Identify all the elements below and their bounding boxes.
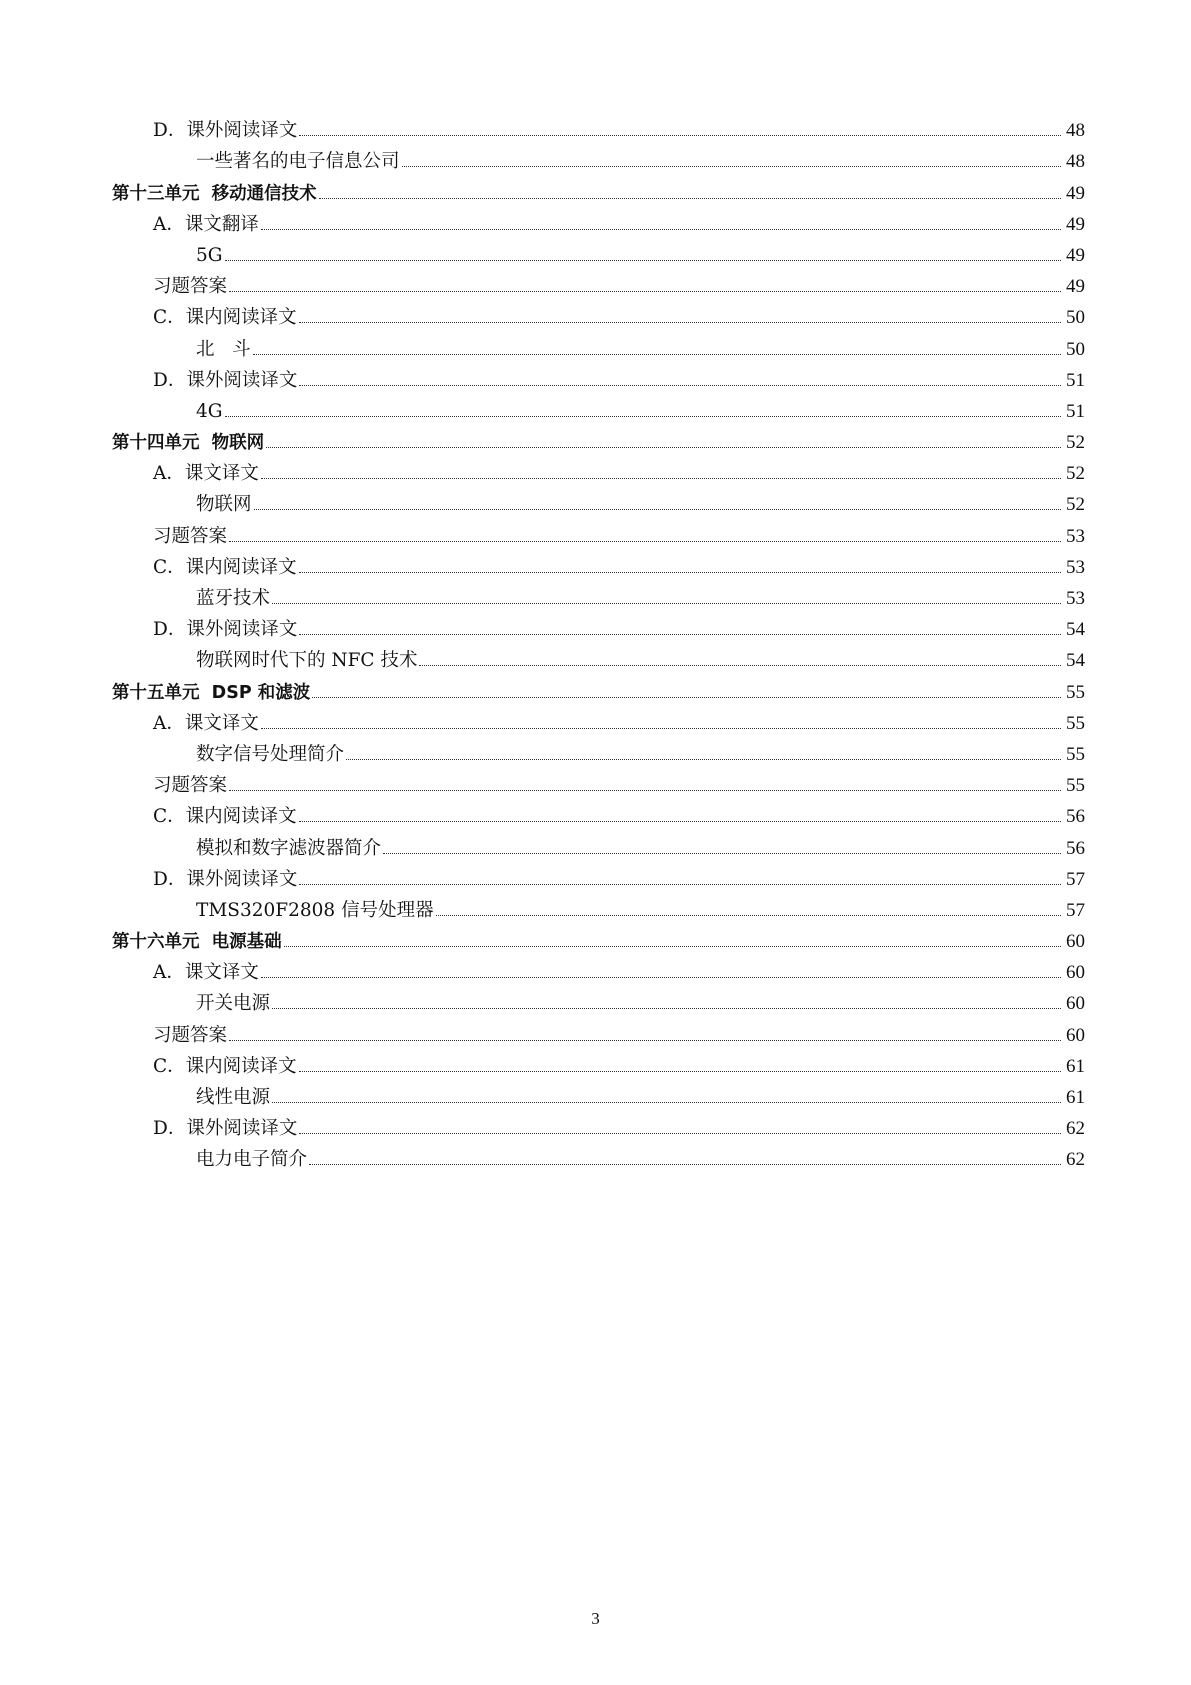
toc-section-entry[interactable] <box>0 267 1191 298</box>
toc-entry-title: 一些著名的电子信息公司 <box>196 151 400 173</box>
toc-entry-page-number: 49 <box>1066 213 1085 235</box>
dot-leader <box>312 697 1061 698</box>
toc-entry-page-number: 61 <box>1066 1087 1085 1108</box>
toc-section-entry[interactable] <box>0 361 1191 392</box>
toc-subsection-entry[interactable] <box>0 891 1191 922</box>
toc-section-entry[interactable] <box>0 766 1191 797</box>
dot-leader <box>402 166 1061 167</box>
dot-leader <box>272 1102 1061 1103</box>
toc-subsection-entry[interactable] <box>0 392 1191 423</box>
toc-section-entry[interactable] <box>0 1109 1191 1140</box>
toc-entry-title: D．课外阅读译文 <box>153 1118 298 1140</box>
dot-leader <box>299 322 1061 323</box>
toc-subsection-entry[interactable] <box>0 984 1191 1015</box>
toc-subsection-entry[interactable] <box>0 1078 1191 1109</box>
dot-leader <box>229 1040 1061 1041</box>
toc-unit-entry[interactable] <box>0 423 1191 454</box>
toc-unit-entry[interactable] <box>0 173 1191 204</box>
dot-leader <box>299 634 1061 635</box>
toc-section-entry[interactable] <box>0 1047 1191 1078</box>
toc-entry-page-number: 55 <box>1066 743 1085 765</box>
dot-leader <box>266 447 1061 448</box>
toc-entry-title: A．课文译文 <box>153 463 259 485</box>
toc-entry-page-number: 56 <box>1066 806 1085 828</box>
toc-entry-page-number: 53 <box>1066 525 1085 547</box>
dot-leader <box>299 135 1061 136</box>
table-of-contents <box>0 111 1191 1171</box>
toc-section-entry[interactable] <box>0 610 1191 641</box>
toc-entry-title: A．课文译文 <box>153 962 259 984</box>
toc-entry-title: D．课外阅读译文 <box>153 369 298 391</box>
toc-section-entry[interactable] <box>0 704 1191 735</box>
dot-leader <box>272 1008 1061 1009</box>
dot-leader <box>225 416 1061 417</box>
toc-section-entry[interactable] <box>0 516 1191 547</box>
toc-entry-page-number: 54 <box>1066 619 1085 641</box>
dot-leader <box>261 728 1061 729</box>
toc-entry-page-number: 60 <box>1066 1024 1085 1046</box>
toc-entry-title: 物联网时代下的 NFC 技术 <box>196 650 418 672</box>
toc-entry-title: A．课文翻译 <box>153 213 259 235</box>
toc-entry-page-number: 52 <box>1066 494 1085 516</box>
dot-leader <box>299 884 1061 885</box>
toc-entry-title: 第十五单元 DSP 和滤波 <box>112 682 311 703</box>
dot-leader <box>261 478 1061 479</box>
toc-unit-entry[interactable] <box>0 922 1191 953</box>
dot-leader <box>299 572 1061 573</box>
toc-entry-page-number: 52 <box>1066 432 1085 454</box>
toc-entry-title: C．课内阅读译文 <box>153 307 297 329</box>
toc-entry-page-number: 60 <box>1066 962 1085 984</box>
toc-entry-title: 第十四单元 物联网 <box>112 433 265 454</box>
dot-leader <box>299 385 1061 386</box>
toc-entry-title: 习题答案 <box>153 1024 228 1046</box>
toc-entry-page-number: 62 <box>1066 1118 1085 1140</box>
toc-entry-page-number: 53 <box>1066 556 1085 578</box>
toc-subsection-entry[interactable] <box>0 329 1191 360</box>
toc-entry-page-number: 56 <box>1066 837 1085 859</box>
toc-subsection-entry[interactable] <box>0 236 1191 267</box>
toc-section-entry[interactable] <box>0 860 1191 891</box>
dot-leader <box>261 229 1061 230</box>
toc-subsection-entry[interactable] <box>0 641 1191 672</box>
toc-section-entry[interactable] <box>0 111 1191 142</box>
toc-entry-title: 习题答案 <box>153 276 228 298</box>
toc-entry-title: C．课内阅读译文 <box>153 556 297 578</box>
toc-entry-page-number: 50 <box>1066 307 1085 329</box>
toc-entry-title: 物联网 <box>196 494 252 516</box>
toc-subsection-entry[interactable] <box>0 579 1191 610</box>
toc-section-entry[interactable] <box>0 548 1191 579</box>
toc-entry-title: 习题答案 <box>153 525 228 547</box>
toc-entry-page-number: 51 <box>1066 400 1085 422</box>
toc-entry-page-number: 60 <box>1066 993 1085 1015</box>
toc-entry-title: 第十三单元 移动通信技术 <box>112 183 317 204</box>
toc-entry-title: D．课外阅读译文 <box>153 120 298 142</box>
toc-entry-page-number: 51 <box>1066 369 1085 391</box>
toc-entry-page-number: 55 <box>1066 775 1085 797</box>
dot-leader <box>299 821 1061 822</box>
toc-subsection-entry[interactable] <box>0 485 1191 516</box>
toc-entry-page-number: 48 <box>1066 151 1085 173</box>
dot-leader <box>229 790 1061 791</box>
toc-entry-title: 5G <box>196 244 223 266</box>
page-number: 3 <box>591 1609 600 1628</box>
toc-entry-title: D．课外阅读译文 <box>153 868 298 890</box>
toc-entry-title: TMS320F2808 信号处理器 <box>196 899 434 921</box>
toc-section-entry[interactable] <box>0 1015 1191 1046</box>
dot-leader <box>272 603 1061 604</box>
toc-subsection-entry[interactable] <box>0 828 1191 859</box>
dot-leader <box>254 509 1061 510</box>
toc-entry-page-number: 50 <box>1066 338 1085 360</box>
toc-entry-title: 习题答案 <box>153 775 228 797</box>
toc-section-entry[interactable] <box>0 205 1191 236</box>
toc-entry-page-number: 49 <box>1066 244 1085 266</box>
toc-entry-title: 蓝牙技术 <box>196 588 271 609</box>
toc-entry-title: 第十六单元 电源基础 <box>112 932 282 953</box>
toc-entry-title: C．课内阅读译文 <box>153 1055 297 1077</box>
toc-subsection-entry[interactable] <box>0 1140 1191 1171</box>
toc-entry-title: 北 斗 <box>196 338 251 360</box>
toc-entry-page-number: 54 <box>1066 650 1085 672</box>
toc-entry-page-number: 49 <box>1066 276 1085 298</box>
dot-leader <box>436 915 1061 916</box>
dot-leader <box>319 198 1061 199</box>
dot-leader <box>225 260 1061 261</box>
toc-entry-page-number: 52 <box>1066 463 1085 485</box>
toc-subsection-entry[interactable] <box>0 735 1191 766</box>
dot-leader <box>284 946 1061 947</box>
toc-section-entry[interactable] <box>0 454 1191 485</box>
toc-entry-page-number: 60 <box>1066 931 1085 953</box>
toc-entry-page-number: 62 <box>1066 1149 1085 1171</box>
toc-unit-entry[interactable] <box>0 672 1191 703</box>
dot-leader <box>346 759 1061 760</box>
dot-leader <box>253 354 1061 355</box>
dot-leader <box>229 541 1061 542</box>
toc-entry-title: 4G <box>196 400 223 422</box>
toc-section-entry[interactable] <box>0 298 1191 329</box>
toc-entry-page-number: 49 <box>1066 182 1085 204</box>
toc-entry-title: 电力电子简介 <box>196 1149 308 1171</box>
toc-entry-page-number: 57 <box>1066 899 1085 921</box>
dot-leader <box>229 291 1061 292</box>
toc-entry-page-number: 55 <box>1066 681 1085 703</box>
dot-leader <box>309 1164 1061 1165</box>
dot-leader <box>419 665 1061 666</box>
toc-subsection-entry[interactable] <box>0 142 1191 173</box>
toc-entry-page-number: 53 <box>1066 588 1085 609</box>
toc-entry-title: C．课内阅读译文 <box>153 806 297 828</box>
toc-entry-title: 模拟和数字滤波器简介 <box>196 837 382 859</box>
toc-entry-page-number: 48 <box>1066 120 1085 142</box>
dot-leader <box>299 1133 1061 1134</box>
toc-entry-title: 开关电源 <box>196 993 271 1015</box>
toc-entry-page-number: 55 <box>1066 712 1085 734</box>
toc-entry-title: D．课外阅读译文 <box>153 619 298 641</box>
dot-leader <box>299 1071 1061 1072</box>
toc-section-entry[interactable] <box>0 797 1191 828</box>
toc-entry-title: A．课文译文 <box>153 712 259 734</box>
toc-section-entry[interactable] <box>0 953 1191 984</box>
toc-entry-page-number: 57 <box>1066 868 1085 890</box>
dot-leader <box>383 853 1061 854</box>
toc-entry-title: 数字信号处理简介 <box>196 743 345 765</box>
toc-entry-title: 线性电源 <box>196 1087 271 1108</box>
toc-entry-page-number: 61 <box>1066 1055 1085 1077</box>
dot-leader <box>261 977 1061 978</box>
